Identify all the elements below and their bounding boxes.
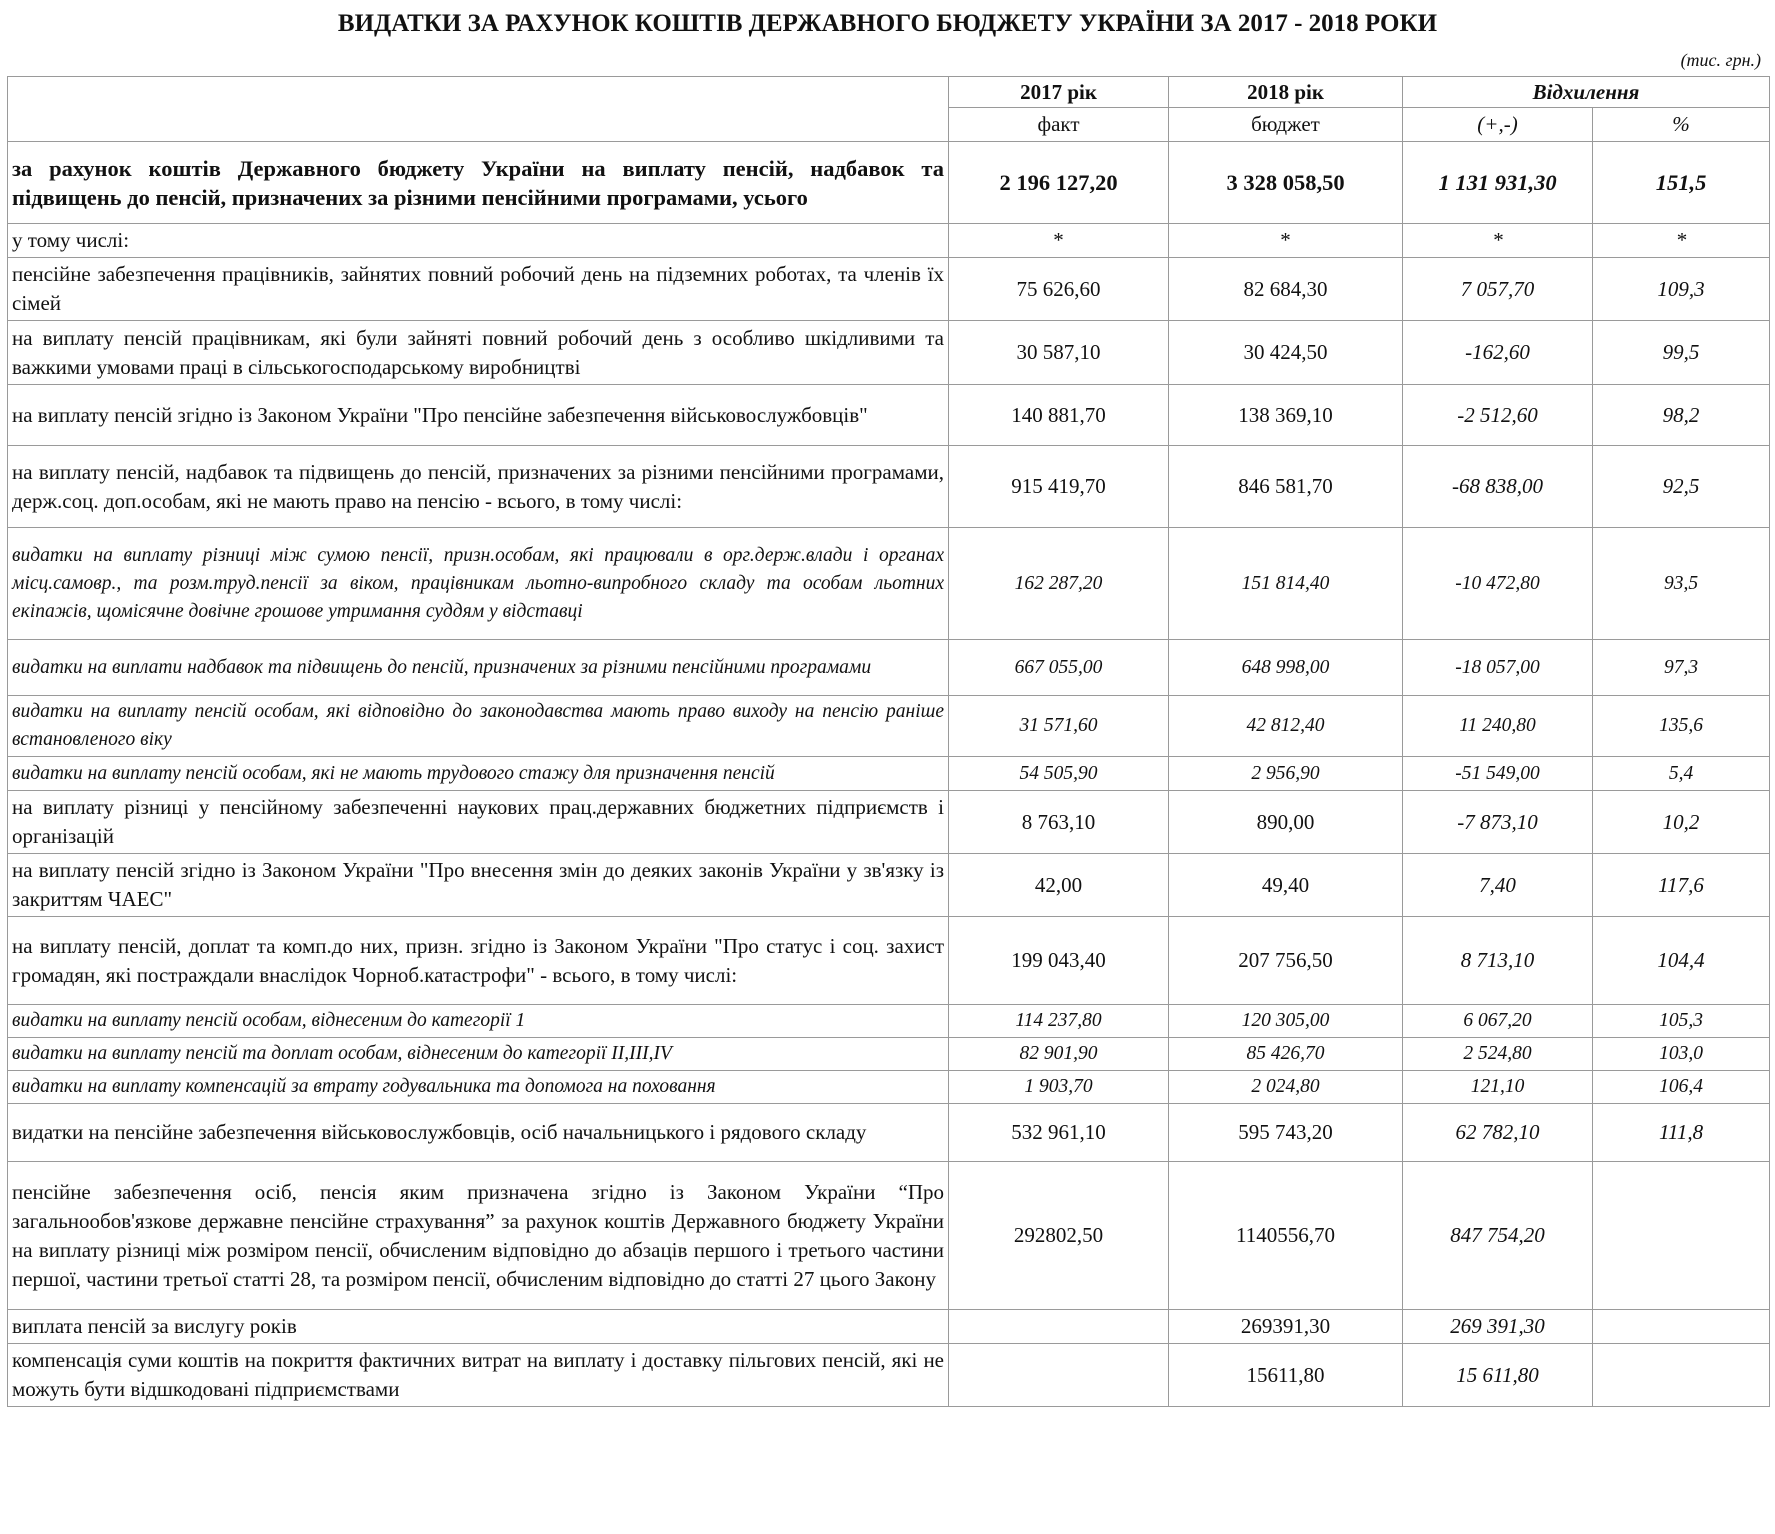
value-2018: 2 024,80 — [1169, 1071, 1403, 1104]
row-label: видатки на виплати надбавок та підвищень до пенсій, призначених за різними пенсійними програмами — [8, 640, 949, 696]
table-row — [8, 142, 1770, 224]
value-2018: 138 369,10 — [1169, 385, 1403, 446]
table-row — [8, 446, 1770, 528]
deviation-abs: 6 067,20 — [1403, 1005, 1593, 1038]
value-2018: 595 743,20 — [1169, 1104, 1403, 1162]
table-row — [8, 385, 1770, 446]
deviation-abs: -162,60 — [1403, 321, 1593, 385]
deviation-pct: 104,4 — [1593, 917, 1770, 1005]
table-row — [8, 791, 1770, 854]
row-label: видатки на виплату пенсій та доплат особам, віднесеним до категорії II,III,IV — [8, 1038, 949, 1071]
value-2018: 648 998,00 — [1169, 640, 1403, 696]
row-label: у тому числі: — [8, 224, 949, 258]
row-label: на виплату пенсій згідно із Законом України "Про внесення змін до деяких законів України у зв'язку із закриттям ЧАЕС" — [8, 854, 949, 917]
value-2018: 207 756,50 — [1169, 917, 1403, 1005]
value-2018: 15611,80 — [1169, 1344, 1403, 1407]
table-row — [8, 528, 1770, 640]
table-row — [8, 321, 1770, 385]
value-2017: 199 043,40 — [949, 917, 1169, 1005]
value-2017 — [949, 1344, 1169, 1407]
row-label: компенсація суми коштів на покриття фактичних витрат на виплату і доставку пільгових пенсій, які не можуть бути відшкодовані підприємствами — [8, 1344, 949, 1407]
row-label: на виплату пенсій працівникам, які були зайняті повний робочий день з особливо шкідливими та важкими умовами праці в сільськогосподарському виробництві — [8, 321, 949, 385]
deviation-abs: 11 240,80 — [1403, 696, 1593, 757]
subheader-fact: факт — [949, 108, 1169, 142]
row-label: видатки на виплату пенсій особам, які не мають трудового стажу для призначення пенсій — [8, 757, 949, 791]
header-deviation: Відхилення — [1403, 77, 1770, 108]
header-2018: 2018 рік — [1169, 77, 1403, 108]
row-label: пенсійне забезпечення осіб, пенсія яким призначена згідно із Законом України “Про загальнообов'язкове державне пенсійне страхування” за рахунок коштів Державного бюджету України на виплату різниці між розміром пенсії, обчисленим відповідно до абзаців першого і третього частини першої, частини третьої статті 28, та розміром пенсії, обчисленим відповідно до статті 27 цього Закону — [8, 1162, 949, 1310]
deviation-pct — [1593, 1310, 1770, 1344]
value-2017: 532 961,10 — [949, 1104, 1169, 1162]
row-label: на виплату різниці у пенсійному забезпеченні наукових прац.державних бюджетних підприємств і організацій — [8, 791, 949, 854]
expenditure-table — [7, 76, 1770, 1407]
deviation-abs: 1 131 931,30 — [1403, 142, 1593, 224]
value-2017: 30 587,10 — [949, 321, 1169, 385]
deviation-pct: 97,3 — [1593, 640, 1770, 696]
row-label: пенсійне забезпечення працівників, зайнятих повний робочий день на підземних роботах, та членів їх сімей — [8, 258, 949, 321]
table-body — [8, 142, 1770, 1407]
subheader-abs-deviation: (+,-) — [1403, 108, 1593, 142]
deviation-pct: 10,2 — [1593, 791, 1770, 854]
deviation-pct: 98,2 — [1593, 385, 1770, 446]
deviation-abs: 7,40 — [1403, 854, 1593, 917]
table-row — [8, 854, 1770, 917]
table-row — [8, 224, 1770, 258]
deviation-abs: 847 754,20 — [1403, 1162, 1593, 1310]
value-2017: 42,00 — [949, 854, 1169, 917]
table-row — [8, 1005, 1770, 1038]
deviation-abs: -18 057,00 — [1403, 640, 1593, 696]
deviation-abs: -51 549,00 — [1403, 757, 1593, 791]
deviation-abs: -7 873,10 — [1403, 791, 1593, 854]
deviation-abs: -2 512,60 — [1403, 385, 1593, 446]
table-row — [8, 258, 1770, 321]
value-2018: 85 426,70 — [1169, 1038, 1403, 1071]
deviation-abs: * — [1403, 224, 1593, 258]
deviation-abs: 62 782,10 — [1403, 1104, 1593, 1162]
deviation-pct: 106,4 — [1593, 1071, 1770, 1104]
deviation-abs: -68 838,00 — [1403, 446, 1593, 528]
value-2018: 82 684,30 — [1169, 258, 1403, 321]
table-row — [8, 917, 1770, 1005]
row-label: на виплату пенсій, надбавок та підвищень до пенсій, призначених за різними пенсійними програмами, держ.соц. доп.особам, які не мають право на пенсію - всього, в тому числі: — [8, 446, 949, 528]
row-label: виплата пенсій за вислугу років — [8, 1310, 949, 1344]
deviation-pct — [1593, 1344, 1770, 1407]
value-2017: 140 881,70 — [949, 385, 1169, 446]
deviation-pct: 103,0 — [1593, 1038, 1770, 1071]
units-note: (тис. грн.) — [1680, 50, 1761, 70]
row-label: на виплату пенсій, доплат та комп.до них, призн. згідно із Законом України "Про статус і соц. захист громадян, які постраждали внаслідок Чорноб.катастрофи" - всього, в тому числі: — [8, 917, 949, 1005]
deviation-abs: 121,10 — [1403, 1071, 1593, 1104]
value-2018: 30 424,50 — [1169, 321, 1403, 385]
value-2018: 1140556,70 — [1169, 1162, 1403, 1310]
deviation-pct: 99,5 — [1593, 321, 1770, 385]
row-label: видатки на виплату різниці між сумою пенсії, призн.особам, які працювали в орг.держ.влади і органах місц.самовр., та розм.труд.пенсії за віком, працівникам льотно-випробного складу та особам льотних екіпажів, щомісячне довічне грошове утримання суддям у відставці — [8, 528, 949, 640]
value-2018: 49,40 — [1169, 854, 1403, 917]
value-2018: 269391,30 — [1169, 1310, 1403, 1344]
row-label: видатки на виплату пенсій особам, віднесеним до категорії 1 — [8, 1005, 949, 1038]
value-2018: 120 305,00 — [1169, 1005, 1403, 1038]
value-2018: 846 581,70 — [1169, 446, 1403, 528]
value-2018: * — [1169, 224, 1403, 258]
header-label-cell — [8, 77, 949, 142]
subheader-budget: бюджет — [1169, 108, 1403, 142]
deviation-pct: 92,5 — [1593, 446, 1770, 528]
deviation-pct: 135,6 — [1593, 696, 1770, 757]
value-2017: 915 419,70 — [949, 446, 1169, 528]
deviation-pct: 151,5 — [1593, 142, 1770, 224]
deviation-pct — [1593, 1162, 1770, 1310]
value-2018: 2 956,90 — [1169, 757, 1403, 791]
table-row — [8, 1104, 1770, 1162]
value-2017: 162 287,20 — [949, 528, 1169, 640]
header-2017: 2017 рік — [949, 77, 1169, 108]
value-2018: 151 814,40 — [1169, 528, 1403, 640]
table-row — [8, 1162, 1770, 1310]
deviation-abs: 269 391,30 — [1403, 1310, 1593, 1344]
deviation-pct: 117,6 — [1593, 854, 1770, 917]
deviation-pct: 105,3 — [1593, 1005, 1770, 1038]
row-label: за рахунок коштів Державного бюджету України на виплату пенсій, надбавок та підвищень до пенсій, призначених за різними пенсійними програмами, усього — [8, 142, 949, 224]
value-2017: 2 196 127,20 — [949, 142, 1169, 224]
value-2017: 8 763,10 — [949, 791, 1169, 854]
value-2017: 31 571,60 — [949, 696, 1169, 757]
deviation-abs: 8 713,10 — [1403, 917, 1593, 1005]
value-2018: 3 328 058,50 — [1169, 142, 1403, 224]
deviation-abs: -10 472,80 — [1403, 528, 1593, 640]
table-row — [8, 1038, 1770, 1071]
row-label: на виплату пенсій згідно із Законом України "Про пенсійне забезпечення військовослужбовців" — [8, 385, 949, 446]
value-2017: 54 505,90 — [949, 757, 1169, 791]
value-2017: * — [949, 224, 1169, 258]
table-row — [8, 1344, 1770, 1407]
value-2018: 42 812,40 — [1169, 696, 1403, 757]
deviation-pct: * — [1593, 224, 1770, 258]
deviation-abs: 15 611,80 — [1403, 1344, 1593, 1407]
value-2017: 1 903,70 — [949, 1071, 1169, 1104]
deviation-pct: 111,8 — [1593, 1104, 1770, 1162]
table-row — [8, 1071, 1770, 1104]
deviation-pct: 5,4 — [1593, 757, 1770, 791]
value-2017 — [949, 1310, 1169, 1344]
page-title: ВИДАТКИ ЗА РАХУНОК КОШТІВ ДЕРЖАВНОГО БЮДЖЕТУ УКРАЇНИ ЗА 2017 - 2018 РОКИ — [337, 10, 1438, 37]
value-2017: 82 901,90 — [949, 1038, 1169, 1071]
table-row — [8, 1310, 1770, 1344]
table-row — [8, 640, 1770, 696]
value-2017: 667 055,00 — [949, 640, 1169, 696]
table-row — [8, 757, 1770, 791]
row-label: видатки на виплату пенсій особам, які відповідно до законодавства мають право виходу на пенсію раніше встановленого віку — [8, 696, 949, 757]
value-2017: 75 626,60 — [949, 258, 1169, 321]
deviation-pct: 109,3 — [1593, 258, 1770, 321]
deviation-abs: 7 057,70 — [1403, 258, 1593, 321]
value-2017: 292802,50 — [949, 1162, 1169, 1310]
table-row — [8, 696, 1770, 757]
deviation-abs: 2 524,80 — [1403, 1038, 1593, 1071]
subheader-pct-deviation: % — [1593, 108, 1770, 142]
value-2017: 114 237,80 — [949, 1005, 1169, 1038]
deviation-pct: 93,5 — [1593, 528, 1770, 640]
row-label: видатки на виплату компенсацій за втрату годувальника та допомога на поховання — [8, 1071, 949, 1104]
value-2018: 890,00 — [1169, 791, 1403, 854]
row-label: видатки на пенсійне забезпечення військовослужбовців, осіб начальницького і рядового складу — [8, 1104, 949, 1162]
